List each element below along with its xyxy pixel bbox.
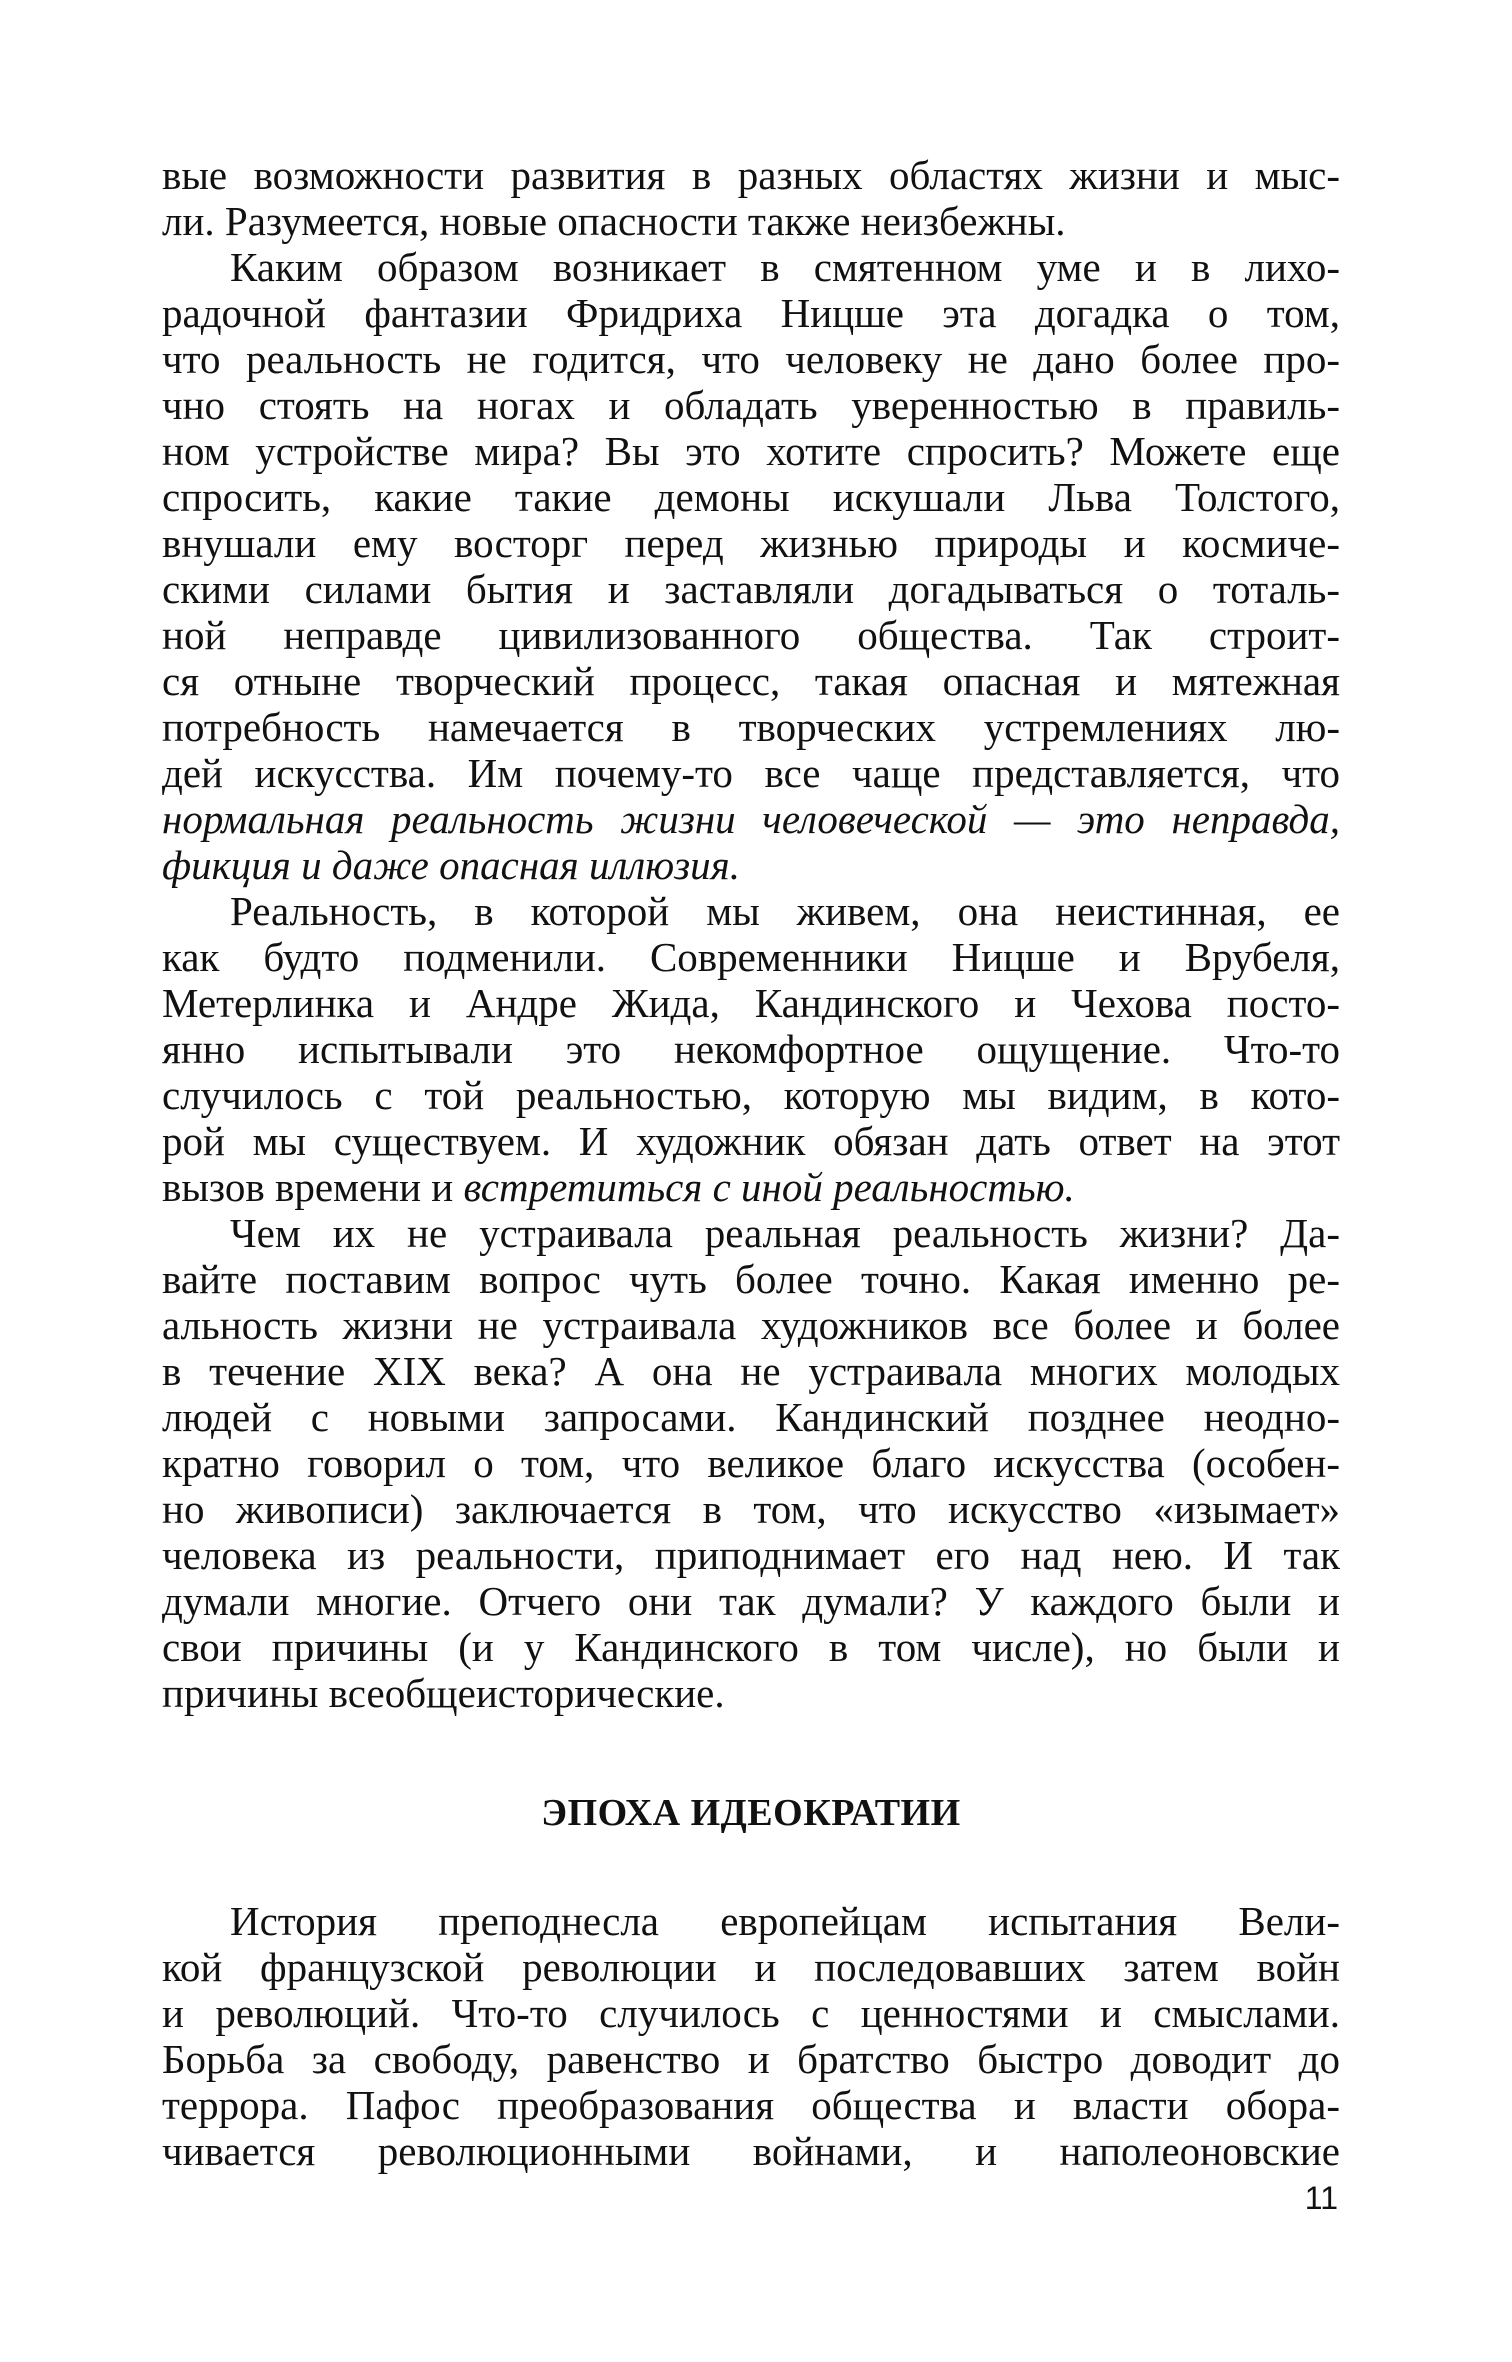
text-line: случилось с той реальностью, которую мы видим, в кото- — [162, 1072, 1340, 1118]
text-line: Чем их не устраивала реальная реальность жизни? Да- — [230, 1210, 1340, 1256]
italic-text-span: встретиться с иной реальностью. — [463, 1164, 1075, 1210]
paragraph-continuation — [162, 152, 1340, 244]
text-line: янно испытывали это некомфортное ощущение. Что-то — [162, 1026, 1340, 1072]
text-line: внушали ему восторг перед жизнью природы и космиче- — [162, 520, 1340, 566]
page-number: 11 — [1304, 2180, 1338, 2216]
text-line: кратно говорил о том, что великое благо искусства (особен- — [162, 1440, 1340, 1486]
text-line: думали многие. Отчего они так думали? У каждого были и — [162, 1578, 1340, 1624]
text-line: ном устройстве мира? Вы это хотите спросить? Можете еще — [162, 428, 1340, 474]
text-line: ной неправде цивилизованного общества. Так строит- — [162, 612, 1340, 658]
italic-text-line: нормальная реальность жизни человеческой — это неправда, — [162, 796, 1340, 842]
text-line: История преподнесла европейцам испытания Вели- — [230, 1898, 1340, 1944]
text-line: альность жизни не устраивала художников все более и более — [162, 1302, 1340, 1348]
text-line: вые возможности развития в разных областях жизни и мыс- — [162, 152, 1340, 198]
text-line: и революций. Что-то случилось с ценностями и смыслами. — [162, 1990, 1340, 2036]
text-line: человека из реальности, приподнимает его над нею. И так — [162, 1532, 1340, 1578]
paragraph-reality — [162, 888, 1340, 1210]
text-line: скими силами бытия и заставляли догадываться о тоталь- — [162, 566, 1340, 612]
text-line: ли. Разумеется, новые опасности также неизбежны. — [162, 198, 1066, 244]
text-line: спросить, какие такие демоны искушали Льва Толстого, — [162, 474, 1340, 520]
paragraph-history — [162, 1898, 1340, 2174]
text-line: потребность намечается в творческих устремлениях лю- — [162, 704, 1340, 750]
text-span: вызов времени и — [162, 1164, 464, 1210]
text-line: ся отныне творческий процесс, такая опасная и мятежная — [162, 658, 1340, 704]
paragraph-nietzsche — [162, 244, 1340, 888]
mixed-text-line — [162, 1164, 1340, 1210]
text-line: Метерлинка и Андре Жида, Кандинского и Чехова посто- — [162, 980, 1340, 1026]
text-line: кой французской революции и последовавших затем войн — [162, 1944, 1340, 1990]
italic-text-line: фикция и даже опасная иллюзия. — [162, 842, 740, 888]
text-line: радочной фантазии Фридриха Ницше эта догадка о том, — [162, 290, 1340, 336]
text-line: вайте поставим вопрос чуть более точно. Какая именно ре- — [162, 1256, 1340, 1302]
text-line: Реальность, в которой мы живем, она неистинная, ее — [230, 888, 1340, 934]
text-line: причины всеобщеисторические. — [162, 1670, 725, 1716]
text-line: как будто подменили. Современники Ницше и Врубеля, — [162, 934, 1340, 980]
paragraph-question — [162, 1210, 1340, 1716]
text-line: рой мы существуем. И художник обязан дать ответ на этот — [162, 1118, 1340, 1164]
text-line: в течение XIX века? А она не устраивала многих молодых — [162, 1348, 1340, 1394]
text-line: чно стоять на ногах и обладать уверенностью в правиль- — [162, 382, 1340, 428]
section-heading: ЭПОХА ИДЕОКРАТИИ — [541, 1792, 961, 1834]
text-line: террора. Пафос преобразования общества и власти обора- — [162, 2082, 1340, 2128]
text-line: дей искусства. Им почему-то все чаще представляется, что — [162, 750, 1340, 796]
text-line: Каким образом возникает в смятенном уме и в лихо- — [230, 244, 1340, 290]
text-line: чивается революционными войнами, и наполеоновские — [162, 2128, 1340, 2174]
text-line: свои причины (и у Кандинского в том числе), но были и — [162, 1624, 1340, 1670]
text-line: что реальность не годится, что человеку не дано более про- — [162, 336, 1340, 382]
text-line: Борьба за свободу, равенство и братство быстро доводит до — [162, 2036, 1340, 2082]
text-line: людей с новыми запросами. Кандинский позднее неодно- — [162, 1394, 1340, 1440]
text-line: но живописи) заключается в том, что искусство «изымает» — [162, 1486, 1340, 1532]
